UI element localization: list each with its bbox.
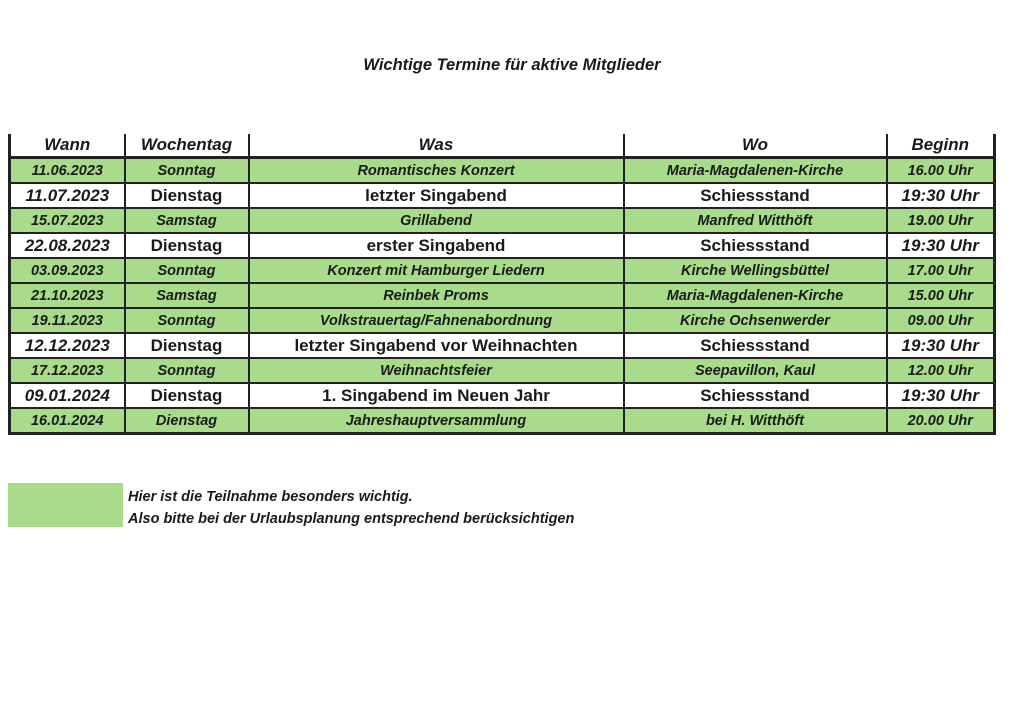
- cell-event: letzter Singabend: [249, 183, 624, 208]
- cell-time: 19:30 Uhr: [887, 183, 995, 208]
- cell-date: 15.07.2023: [10, 208, 125, 233]
- cell-event: Romantisches Konzert: [249, 158, 624, 184]
- header-row: [10, 134, 995, 158]
- cell-location: Maria-Magdalenen-Kirche: [624, 283, 887, 308]
- cell-date: 16.01.2024: [10, 408, 125, 434]
- cell-date: 11.06.2023: [10, 158, 125, 184]
- schedule-table: [8, 134, 996, 435]
- cell-event: letzter Singabend vor Weihnachten: [249, 333, 624, 358]
- cell-time: 20.00 Uhr: [887, 408, 995, 434]
- cell-time: 15.00 Uhr: [887, 283, 995, 308]
- cell-event: Grillabend: [249, 208, 624, 233]
- table-row: [10, 183, 995, 208]
- cell-time: 12.00 Uhr: [887, 358, 995, 383]
- cell-location: Seepavillon, Kaul: [624, 358, 887, 383]
- cell-location: Manfred Witthöft: [624, 208, 887, 233]
- cell-location: Schiessstand: [624, 183, 887, 208]
- cell-time: 19.00 Uhr: [887, 208, 995, 233]
- cell-date: 09.01.2024: [10, 383, 125, 408]
- cell-weekday: Sonntag: [125, 158, 249, 184]
- cell-location: Schiessstand: [624, 333, 887, 358]
- cell-location: bei H. Witthöft: [624, 408, 887, 434]
- legend-line-1: Hier ist die Teilnahme besonders wichtig.: [128, 489, 413, 505]
- cell-weekday: Dienstag: [125, 383, 249, 408]
- table-row: [10, 258, 995, 283]
- cell-date: 03.09.2023: [10, 258, 125, 283]
- column-header-start: Beginn: [887, 134, 995, 158]
- cell-location: Maria-Magdalenen-Kirche: [624, 158, 887, 184]
- cell-weekday: Dienstag: [125, 408, 249, 434]
- table-row: [10, 333, 995, 358]
- table-row: [10, 208, 995, 233]
- table-row: [10, 383, 995, 408]
- cell-date: 19.11.2023: [10, 308, 125, 333]
- cell-time: 16.00 Uhr: [887, 158, 995, 184]
- cell-time: 19:30 Uhr: [887, 333, 995, 358]
- cell-weekday: Sonntag: [125, 308, 249, 333]
- cell-location: Kirche Wellingsbüttel: [624, 258, 887, 283]
- cell-weekday: Dienstag: [125, 233, 249, 258]
- cell-date: 22.08.2023: [10, 233, 125, 258]
- cell-event: Volkstrauertag/Fahnenabordnung: [249, 308, 624, 333]
- cell-weekday: Samstag: [125, 283, 249, 308]
- legend-swatch: [8, 483, 123, 527]
- cell-event: Reinbek Proms: [249, 283, 624, 308]
- column-header-weekday: Wochentag: [125, 134, 249, 158]
- cell-event: Weihnachtsfeier: [249, 358, 624, 383]
- table-row: [10, 358, 995, 383]
- cell-weekday: Sonntag: [125, 358, 249, 383]
- cell-event: Konzert mit Hamburger Liedern: [249, 258, 624, 283]
- cell-event: erster Singabend: [249, 233, 624, 258]
- cell-date: 12.12.2023: [10, 333, 125, 358]
- cell-event: 1. Singabend im Neuen Jahr: [249, 383, 624, 408]
- cell-time: 19:30 Uhr: [887, 383, 995, 408]
- cell-weekday: Sonntag: [125, 258, 249, 283]
- table-row: [10, 308, 995, 333]
- table-row: [10, 158, 995, 184]
- legend-text: [128, 486, 574, 530]
- cell-event: Jahreshauptversammlung: [249, 408, 624, 434]
- cell-weekday: Samstag: [125, 208, 249, 233]
- cell-time: 09.00 Uhr: [887, 308, 995, 333]
- column-header-what: Was: [249, 134, 624, 158]
- cell-location: Schiessstand: [624, 383, 887, 408]
- legend-line-2: Also bitte bei der Urlaubsplanung entsprechend berücksichtigen: [128, 511, 575, 527]
- table-row: [10, 408, 995, 434]
- cell-weekday: Dienstag: [125, 333, 249, 358]
- cell-date: 17.12.2023: [10, 358, 125, 383]
- table-row: [10, 233, 995, 258]
- cell-time: 17.00 Uhr: [887, 258, 995, 283]
- cell-date: 11.07.2023: [10, 183, 125, 208]
- cell-date: 21.10.2023: [10, 283, 125, 308]
- column-header-where: Wo: [624, 134, 887, 158]
- cell-weekday: Dienstag: [125, 183, 249, 208]
- cell-location: Kirche Ochsenwerder: [624, 308, 887, 333]
- cell-location: Schiessstand: [624, 233, 887, 258]
- column-header-when: Wann: [10, 134, 125, 158]
- cell-time: 19:30 Uhr: [887, 233, 995, 258]
- table-row: [10, 283, 995, 308]
- page-title: Wichtige Termine für aktive Mitglieder: [363, 56, 661, 74]
